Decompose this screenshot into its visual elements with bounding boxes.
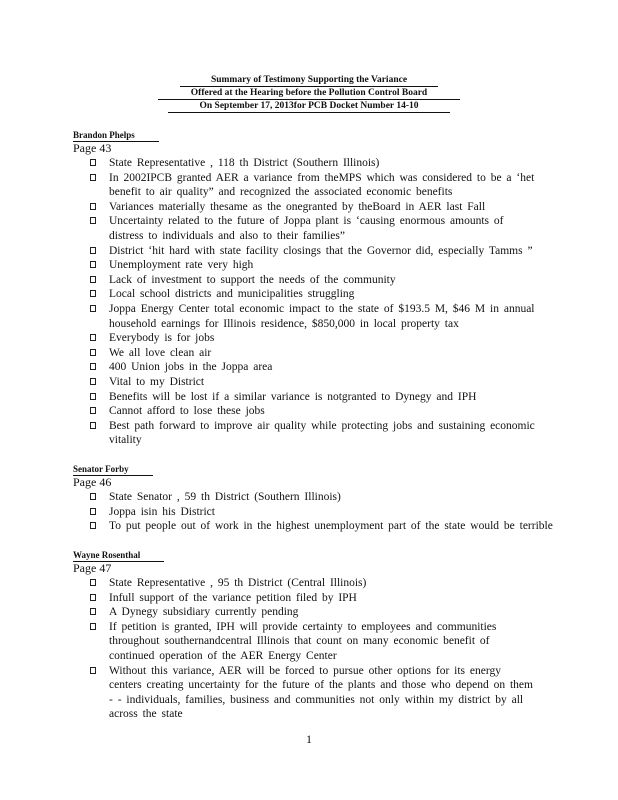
list-item: District ‘hit hard with state facility closings that the Governor did, especially Tamms ” xyxy=(0,244,618,259)
checkbox-bullet-icon xyxy=(90,217,96,224)
testimony-list xyxy=(0,156,618,448)
list-item: State Senator , 59 th District (Southern Illinois) xyxy=(0,490,618,505)
list-item: If petition is granted, IPH will provide certainty to employees and communities throughout southernandcentral Illinois that count on many economic benefit of continued operation of the AER Energy Center xyxy=(0,620,618,664)
list-item: Variances materially thesame as the onegranted by theBoard in AER last Fall xyxy=(0,200,618,215)
checkbox-bullet-icon xyxy=(90,579,96,586)
list-item: A Dynegy subsidiary currently pending xyxy=(0,605,618,620)
checkbox-bullet-icon xyxy=(90,407,96,414)
checkbox-bullet-icon xyxy=(90,276,96,283)
list-item: Local school districts and municipalities struggling xyxy=(0,287,618,302)
page-reference: Page 43 xyxy=(73,141,112,155)
list-item: Uncertainty related to the future of Joppa plant is ‘causing enormous amounts of distress to individuals and also to their families” xyxy=(0,214,618,243)
speaker-name: Brandon Phelps xyxy=(73,130,159,142)
list-item: 400 Union jobs in the Joppa area xyxy=(0,360,618,375)
list-item: State Representative , 95 th District (Central Illinois) xyxy=(0,576,618,591)
page-number: 1 xyxy=(306,732,312,746)
title-line-2: Offered at the Hearing before the Pollution Control Board xyxy=(158,87,460,100)
checkbox-bullet-icon xyxy=(90,290,96,297)
testimony-list xyxy=(0,490,618,534)
checkbox-bullet-icon xyxy=(90,508,96,515)
list-item: Joppa isin his District xyxy=(0,505,618,520)
checkbox-bullet-icon xyxy=(90,261,96,268)
checkbox-bullet-icon xyxy=(90,594,96,601)
page-reference: Page 46 xyxy=(73,475,112,489)
checkbox-bullet-icon xyxy=(90,247,96,254)
testimony-list xyxy=(0,576,618,722)
speaker-name: Wayne Rosenthal xyxy=(73,550,164,562)
list-item: Best path forward to improve air quality while protecting jobs and sustaining economic vitality xyxy=(0,419,618,448)
title-line-3: On September 17, 2013for PCB Docket Number 14-10 xyxy=(168,100,450,113)
checkbox-bullet-icon xyxy=(90,493,96,500)
list-item: Benefits will be lost if a similar variance is notgranted to Dynegy and IPH xyxy=(0,390,618,405)
speaker-name: Senator Forby xyxy=(73,464,153,476)
checkbox-bullet-icon xyxy=(90,174,96,181)
list-item: Everybody is for jobs xyxy=(0,331,618,346)
checkbox-bullet-icon xyxy=(90,422,96,429)
list-item: Joppa Energy Center total economic impact to the state of $193.5 M, $46 M in annual household earnings for Illinois residence, $850,000 in local property tax xyxy=(0,302,618,331)
checkbox-bullet-icon xyxy=(90,305,96,312)
checkbox-bullet-icon xyxy=(90,203,96,210)
checkbox-bullet-icon xyxy=(90,349,96,356)
checkbox-bullet-icon xyxy=(90,363,96,370)
list-item: State Representative , 118 th District (Southern Illinois) xyxy=(0,156,618,171)
checkbox-bullet-icon xyxy=(90,159,96,166)
page-reference: Page 47 xyxy=(73,561,112,575)
list-item: Infull support of the variance petition filed by IPH xyxy=(0,591,618,606)
list-item: Lack of investment to support the needs of the community xyxy=(0,273,618,288)
list-item: Vital to my District xyxy=(0,375,618,390)
list-item: In 2002IPCB granted AER a variance from theMPS which was considered to be a ‘het benefit to air quality” and recognized the associated economic benefits xyxy=(0,171,618,200)
checkbox-bullet-icon xyxy=(90,393,96,400)
document-title xyxy=(150,74,460,113)
checkbox-bullet-icon xyxy=(90,378,96,385)
checkbox-bullet-icon xyxy=(90,334,96,341)
list-item: Cannot afford to lose these jobs xyxy=(0,404,618,419)
list-item: Unemployment rate very high xyxy=(0,258,618,273)
checkbox-bullet-icon xyxy=(90,522,96,529)
list-item: We all love clean air xyxy=(0,346,618,361)
checkbox-bullet-icon xyxy=(90,623,96,630)
checkbox-bullet-icon xyxy=(90,667,96,674)
list-item: Without this variance, AER will be forced to pursue other options for its energy centers creating uncertainty for the future of the plants and those who depend on them - - individuals, families, business and communities not only within my district by all across the state xyxy=(0,664,618,722)
list-item: To put people out of work in the highest unemployment part of the state would be terrible xyxy=(0,519,618,534)
checkbox-bullet-icon xyxy=(90,608,96,615)
title-line-1: Summary of Testimony Supporting the Variance xyxy=(180,74,438,87)
